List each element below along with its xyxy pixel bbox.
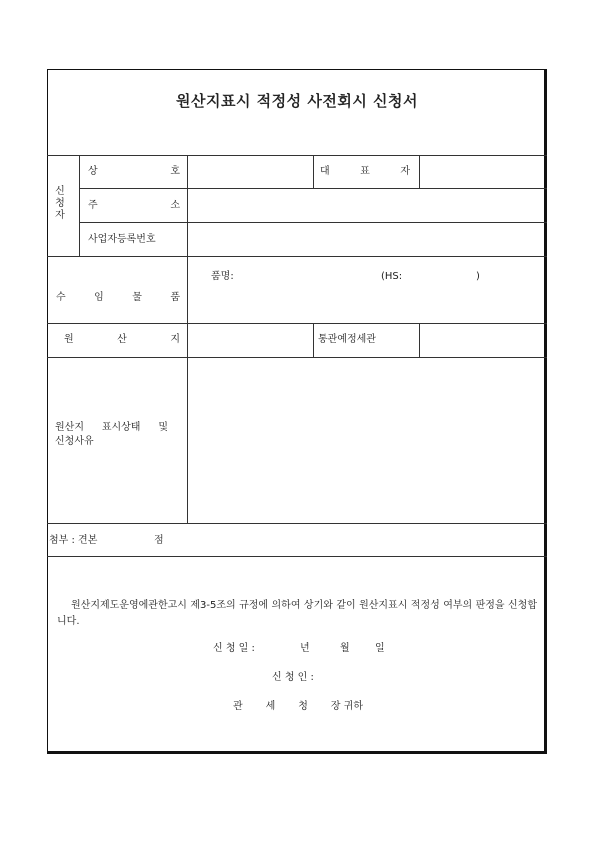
divider — [79, 155, 80, 256]
marking-status-label: 원산지 표시상태 및 — [55, 422, 168, 433]
hs-code-close: ) — [476, 271, 480, 282]
import-goods-label: 수 임 물 품 — [56, 292, 180, 303]
addressee: 관 세 청 장 귀하 — [233, 701, 363, 712]
company-name-field[interactable] — [190, 157, 312, 187]
divider — [47, 155, 547, 156]
address-field[interactable] — [190, 190, 544, 220]
origin-field[interactable] — [190, 325, 312, 355]
business-number-label: 사업자등록번호 — [88, 234, 156, 245]
hs-code-open: (HS: — [381, 271, 403, 282]
divider — [79, 188, 547, 189]
year-label: 년 — [300, 643, 310, 654]
applicant-signature-label: 신 청 인 : — [272, 672, 314, 683]
address-label: 주 소 — [88, 200, 180, 211]
applicant-group-label: 신 청 자 — [55, 186, 65, 221]
representative-label: 대 표 자 — [320, 166, 410, 177]
form-title: 원산지표시 적정성 사전회시 신청서 — [175, 92, 419, 110]
divider — [47, 523, 547, 524]
divider — [47, 256, 547, 257]
divider — [187, 155, 188, 523]
business-number-field[interactable] — [190, 224, 544, 254]
application-date-label: 신 청 일 : — [213, 643, 255, 654]
customs-office-field[interactable] — [421, 325, 543, 355]
origin-label: 원 산 지 — [64, 334, 180, 345]
declaration-text: 원산지제도운영에관한고시 제3-5조의 규정에 의하여 상기와 같이 원산지표시 적정성 여부의 판정을 신청합니다. — [57, 600, 537, 627]
company-name-label: 상 호 — [88, 166, 180, 177]
application-reason-label: 신청사유 — [55, 436, 94, 447]
customs-office-label: 통관예정세관 — [318, 334, 376, 345]
divider — [419, 155, 420, 188]
divider — [419, 323, 420, 357]
month-label: 월 — [340, 643, 350, 654]
divider — [313, 155, 314, 188]
divider — [313, 323, 314, 357]
divider — [47, 556, 547, 557]
item-name-label: 품명: — [211, 271, 234, 282]
marking-status-field[interactable] — [190, 360, 544, 520]
representative-field[interactable] — [421, 157, 543, 187]
attachment-unit: 점 — [154, 535, 164, 546]
divider — [47, 323, 547, 324]
day-label: 일 — [375, 643, 385, 654]
divider — [47, 357, 547, 358]
attachment-label: 첨부 : 견본 — [49, 535, 98, 546]
divider — [79, 222, 547, 223]
